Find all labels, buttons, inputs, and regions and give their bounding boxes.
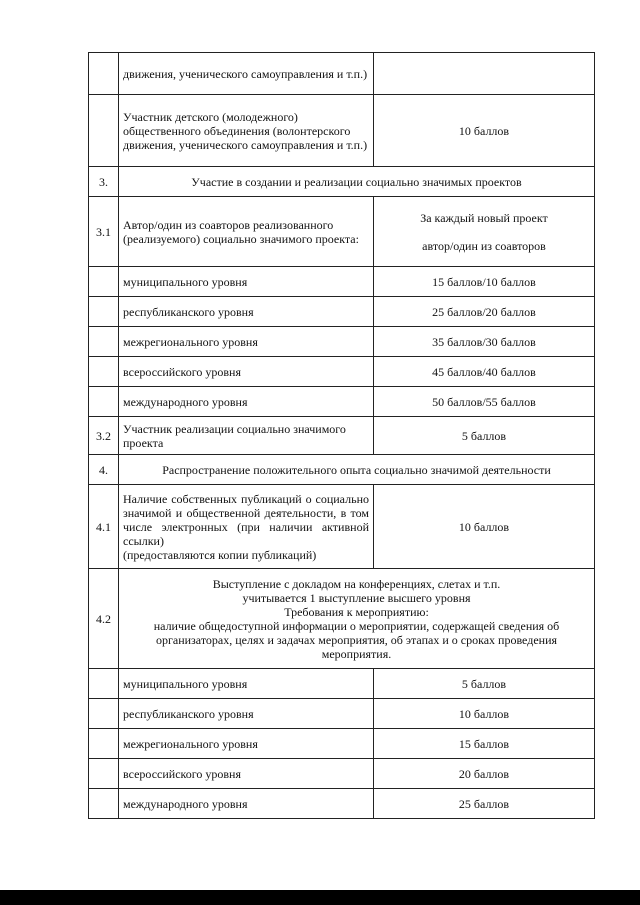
row-points: 10 баллов [374,485,595,569]
scan-bottom-edge [0,890,640,905]
publication-note: (предоставляются копии публикаций) [123,547,317,562]
table-row [89,485,595,569]
row-description: движения, ученического самоуправления и т.п.) [119,53,374,95]
table-row [89,267,595,297]
row-points: 35 баллов/30 баллов [374,327,595,357]
row-points: 5 баллов [374,669,595,699]
row-points: 25 баллов/20 баллов [374,297,595,327]
section-title: Участие в создании и реализации социально значимых проектов [119,167,595,197]
row-points: 50 баллов/55 баллов [374,387,595,417]
section-header-row [89,455,595,485]
row-description: республиканского уровня [119,699,374,729]
table-row [89,759,595,789]
table-row [89,729,595,759]
table-row [89,789,595,819]
conference-line2: учитывается 1 выступление высшего уровня [242,590,471,605]
table-row [89,95,595,167]
points-note-line2: автор/один из соавторов [422,238,546,253]
row-description: всероссийского уровня [119,357,374,387]
table-row [89,53,595,95]
section-number: 3. [89,167,119,197]
row-description: муниципального уровня [119,669,374,699]
conference-line1: Выступление с докладом на конференциях, слетах и т.п. [212,576,501,591]
table-row [89,417,595,455]
table-row [89,387,595,417]
row-number [89,95,119,167]
row-description: муниципального уровня [119,267,374,297]
section-header-row [89,167,595,197]
row-description: международного уровня [119,789,374,819]
row-points: 20 баллов [374,759,595,789]
row-number: 4.1 [89,485,119,569]
conference-line3: Требования к мероприятию: [284,604,429,619]
row-points [374,197,595,267]
row-points [374,53,595,95]
row-description: Участник детского (молодежного) общественного объединения (волонтерского движения, ученического самоуправления и т.п.) [119,95,374,167]
table-row [89,297,595,327]
row-points: 45 баллов/40 баллов [374,357,595,387]
conference-requirements [119,569,595,669]
row-number: 3.2 [89,417,119,455]
row-description: всероссийского уровня [119,759,374,789]
criteria-table [88,52,595,819]
table-row [89,669,595,699]
table-row [89,357,595,387]
table-row [89,699,595,729]
row-points: 10 баллов [374,699,595,729]
row-description [119,485,374,569]
table-row [89,569,595,669]
row-description: межрегионального уровня [119,327,374,357]
publication-description: Наличие собственных публикаций о социально значимой и общественной деятельности, в том числе электронных (при наличии активной ссылки) [123,491,369,548]
row-number: 4.2 [89,569,119,669]
row-description: республиканского уровня [119,297,374,327]
conference-line4: наличие общедоступной информации о мероприятии, содержащей сведения об организаторах, целях и задачах мероприятия, об этапах и о сроках проведения мероприятия. [153,618,560,661]
row-description: Автор/один из соавторов реализованного (реализуемого) социально значимого проекта: [119,197,374,267]
row-points: 5 баллов [374,417,595,455]
points-note-line1: За каждый новый проект [420,210,548,225]
row-points: 15 баллов [374,729,595,759]
row-description: межрегионального уровня [119,729,374,759]
row-points: 25 баллов [374,789,595,819]
row-description: Участник реализации социально значимого проекта [119,417,374,455]
row-points: 10 баллов [374,95,595,167]
row-number: 3.1 [89,197,119,267]
table-row [89,327,595,357]
table-row [89,197,595,267]
section-title: Распространение положительного опыта социально значимой деятельности [119,455,595,485]
row-points: 15 баллов/10 баллов [374,267,595,297]
row-number [89,53,119,95]
section-number: 4. [89,455,119,485]
row-description: международного уровня [119,387,374,417]
